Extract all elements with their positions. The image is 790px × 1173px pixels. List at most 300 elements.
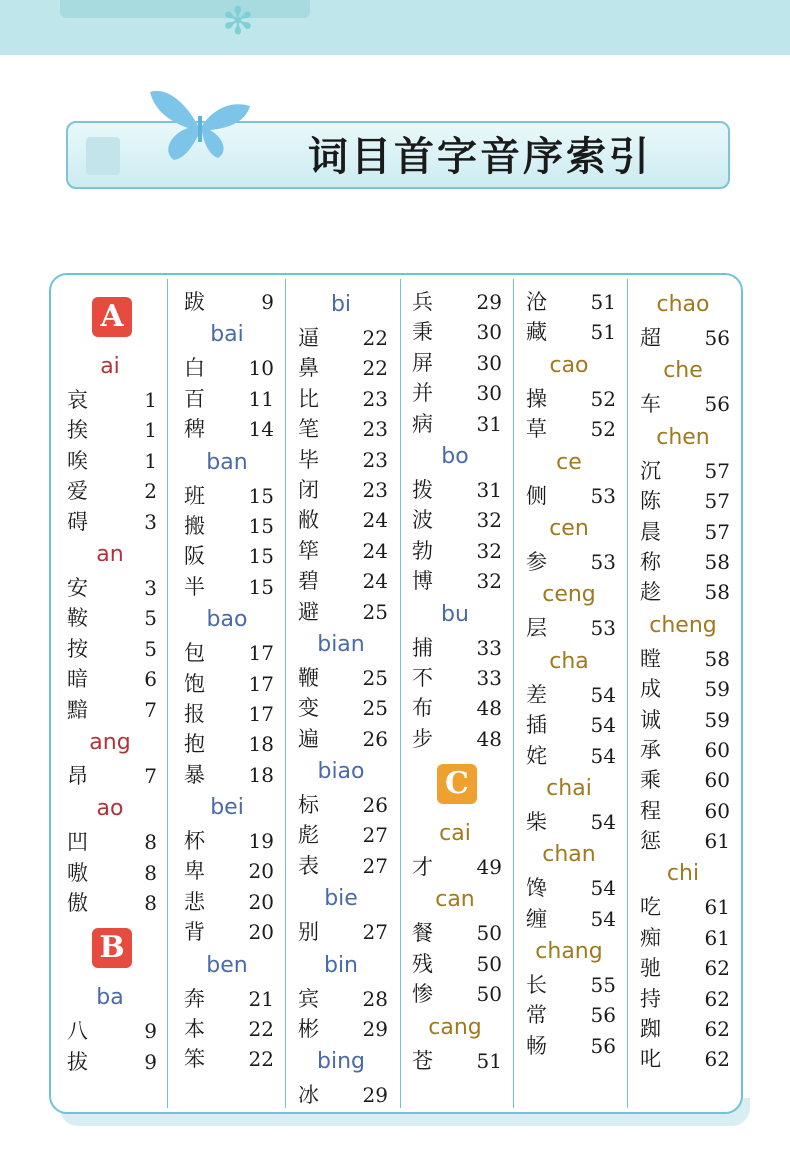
index-entry[interactable]: [398, 317, 512, 347]
entry-character: 程: [640, 798, 661, 823]
index-entry[interactable]: [170, 669, 284, 699]
index-entry[interactable]: [284, 1080, 398, 1110]
entry-character: 鼻: [298, 356, 319, 381]
index-entry[interactable]: [53, 507, 167, 537]
entry-page-number: 9: [261, 290, 274, 314]
entry-page-number: 25: [362, 696, 388, 721]
entry-page-number: 49: [476, 855, 502, 880]
index-entry[interactable]: [626, 953, 740, 983]
index-entry[interactable]: [512, 481, 626, 511]
index-entry[interactable]: [398, 566, 512, 596]
index-entry[interactable]: [284, 566, 398, 596]
pinyin-heading: cai: [439, 821, 471, 847]
index-entry[interactable]: [626, 547, 740, 577]
entry-page-number: 62: [704, 1017, 730, 1042]
entry-character: 才: [412, 855, 433, 880]
pinyin-heading: chai: [546, 775, 592, 801]
entry-page-number: 5: [144, 636, 157, 661]
index-entry[interactable]: [398, 1046, 512, 1076]
entry-character: 表: [298, 853, 319, 878]
entry-character: 并: [412, 381, 433, 406]
entry-character: 常: [526, 1003, 547, 1028]
entry-page-number: 27: [362, 853, 388, 878]
entry-character: 草: [526, 417, 547, 442]
entry-page-number: 52: [590, 386, 616, 411]
entry-character: 馋: [526, 876, 547, 901]
column-divider: [167, 279, 168, 1108]
index-entry[interactable]: [626, 389, 740, 419]
index-entry[interactable]: [626, 826, 740, 856]
index-entry[interactable]: [284, 414, 398, 444]
entry-character: 暴: [184, 762, 205, 787]
index-entry[interactable]: [53, 664, 167, 694]
index-entry[interactable]: [512, 547, 626, 577]
entry-character: 差: [526, 682, 547, 707]
index-entry[interactable]: [53, 573, 167, 603]
entry-page-number: 26: [362, 793, 388, 818]
entry-page-number: 9: [144, 1019, 157, 1044]
entry-page-number: 7: [144, 763, 157, 788]
entry-character: 饱: [184, 671, 205, 696]
index-entry[interactable]: [170, 729, 284, 759]
entry-page-number: 54: [590, 906, 616, 931]
entry-character: 避: [298, 599, 319, 624]
entry-page-number: 59: [704, 707, 730, 732]
entry-page-number: 21: [248, 986, 274, 1011]
index-entry[interactable]: [284, 984, 398, 1014]
index-entry[interactable]: [512, 970, 626, 1000]
index-entry[interactable]: [626, 456, 740, 486]
entry-page-number: 32: [476, 538, 502, 563]
index-column: [626, 287, 740, 1075]
index-entry[interactable]: [53, 634, 167, 664]
pinyin-heading: cha: [549, 648, 589, 674]
entry-character: 挨: [67, 418, 88, 443]
index-entry[interactable]: [626, 1044, 740, 1074]
index-entry[interactable]: [170, 511, 284, 541]
entry-page-number: 60: [704, 798, 730, 823]
index-entry[interactable]: [398, 348, 512, 378]
entry-page-number: 61: [704, 829, 730, 854]
index-entry[interactable]: [53, 1016, 167, 1046]
entry-character: 叱: [640, 1047, 661, 1072]
index-entry[interactable]: [284, 597, 398, 627]
index-entry[interactable]: [284, 505, 398, 535]
entry-page-number: 27: [362, 920, 388, 945]
index-entry[interactable]: [512, 317, 626, 347]
entry-character: 沧: [526, 290, 547, 314]
section-letter-badge: B: [92, 928, 132, 968]
index-entry[interactable]: [626, 984, 740, 1014]
entry-character: 百: [184, 386, 205, 411]
entry-character: 毕: [298, 447, 319, 472]
entry-page-number: 20: [248, 889, 274, 914]
entry-page-number: 24: [362, 569, 388, 594]
entry-page-number: 23: [362, 417, 388, 442]
index-entry[interactable]: [626, 486, 740, 516]
entry-page-number: 60: [704, 768, 730, 793]
index-entry[interactable]: [284, 724, 398, 754]
entry-page-number: 58: [704, 580, 730, 605]
entry-page-number: 51: [590, 320, 616, 345]
entry-page-number: 22: [362, 356, 388, 381]
entry-character: 不: [412, 665, 433, 690]
entry-page-number: 31: [476, 477, 502, 502]
entry-character: 白: [184, 356, 205, 381]
index-entry[interactable]: [398, 979, 512, 1009]
entry-character: 痴: [640, 925, 661, 950]
pinyin-heading: bao: [206, 607, 248, 633]
index-entry[interactable]: [626, 765, 740, 795]
page-title: 词目首字音序索引: [308, 134, 652, 180]
entry-page-number: 15: [248, 544, 274, 569]
entry-page-number: 51: [590, 290, 616, 314]
entry-page-number: 8: [144, 891, 157, 916]
entry-character: 变: [298, 696, 319, 721]
index-entry[interactable]: [512, 1031, 626, 1061]
entry-page-number: 55: [590, 973, 616, 998]
entry-character: 逼: [298, 326, 319, 350]
entry-page-number: 1: [144, 448, 157, 473]
entry-character: 藏: [526, 320, 547, 345]
entry-character: 瞠: [640, 646, 661, 671]
index-entry[interactable]: [398, 633, 512, 663]
index-entry[interactable]: [284, 820, 398, 850]
entry-page-number: 17: [248, 641, 274, 666]
pinyin-heading: ai: [100, 354, 120, 379]
entry-page-number: 56: [704, 326, 730, 350]
pinyin-heading: ceng: [542, 582, 596, 608]
entry-page-number: 17: [248, 701, 274, 726]
index-entry[interactable]: [512, 613, 626, 643]
entry-character: 比: [298, 386, 319, 411]
entry-character: 残: [412, 951, 433, 976]
index-entry[interactable]: [626, 644, 740, 674]
index-entry[interactable]: [626, 796, 740, 826]
entry-character: 卑: [184, 859, 205, 884]
index-entry[interactable]: [284, 693, 398, 723]
entry-page-number: 20: [248, 920, 274, 945]
entry-character: 称: [640, 549, 661, 574]
pinyin-heading: ao: [96, 796, 124, 822]
entry-page-number: 51: [476, 1048, 502, 1073]
index-entry[interactable]: [626, 705, 740, 735]
pinyin-heading: bu: [441, 601, 469, 627]
entry-page-number: 23: [362, 386, 388, 411]
index-entry[interactable]: [170, 760, 284, 790]
entry-page-number: 62: [704, 986, 730, 1011]
index-entry[interactable]: [512, 741, 626, 771]
index-entry[interactable]: [512, 287, 626, 317]
entry-page-number: 15: [248, 483, 274, 508]
index-entry[interactable]: [626, 1014, 740, 1044]
entry-page-number: 9: [144, 1049, 157, 1074]
index-entry[interactable]: [170, 287, 284, 317]
entry-page-number: 14: [248, 417, 274, 442]
index-entry[interactable]: [284, 917, 398, 947]
entry-page-number: 17: [248, 671, 274, 696]
entry-page-number: 30: [476, 381, 502, 406]
index-entry[interactable]: [398, 724, 512, 754]
index-entry[interactable]: [170, 856, 284, 886]
entry-character: 操: [526, 386, 547, 411]
index-entry[interactable]: [398, 663, 512, 693]
index-entry[interactable]: [398, 409, 512, 439]
pinyin-heading: an: [96, 541, 124, 567]
entry-page-number: 32: [476, 508, 502, 533]
entry-character: 惨: [412, 982, 433, 1007]
index-entry[interactable]: [53, 695, 167, 725]
snowflake-icon: ✻: [222, 0, 254, 43]
entry-character: 博: [412, 569, 433, 594]
index-entry[interactable]: [284, 851, 398, 881]
index-entry[interactable]: [284, 384, 398, 414]
entry-character: 参: [526, 549, 547, 574]
index-entry[interactable]: [512, 384, 626, 414]
entry-character: 唉: [67, 448, 88, 473]
entry-character: 稗: [184, 417, 205, 442]
entry-page-number: 32: [476, 569, 502, 594]
entry-character: 本: [184, 1017, 205, 1042]
index-entry[interactable]: [512, 1000, 626, 1030]
entry-character: 傲: [67, 891, 88, 916]
entry-page-number: 1: [144, 388, 157, 412]
entry-character: 敝: [298, 508, 319, 533]
index-entry[interactable]: [53, 446, 167, 476]
index-entry[interactable]: [170, 541, 284, 571]
pinyin-heading: can: [435, 887, 475, 913]
entry-page-number: 48: [476, 726, 502, 751]
index-entry[interactable]: [284, 790, 398, 820]
entry-page-number: 56: [590, 1003, 616, 1028]
index-entry[interactable]: [284, 536, 398, 566]
entry-page-number: 56: [590, 1033, 616, 1058]
entry-page-number: 23: [362, 477, 388, 502]
index-entry[interactable]: [53, 415, 167, 445]
entry-page-number: 23: [362, 447, 388, 472]
index-entry[interactable]: [398, 852, 512, 882]
entry-page-number: 2: [144, 479, 157, 504]
pinyin-heading: ben: [206, 952, 248, 978]
entry-character: 凹: [67, 830, 88, 855]
pinyin-heading: bing: [317, 1049, 365, 1075]
pinyin-heading: chen: [656, 424, 710, 450]
index-entry[interactable]: [398, 475, 512, 505]
pinyin-heading: biao: [317, 759, 365, 785]
section-letter-wrap: [53, 287, 167, 349]
entry-character: 别: [298, 920, 319, 945]
entry-page-number: 22: [362, 326, 388, 350]
entry-page-number: 33: [476, 665, 502, 690]
entry-character: 拨: [412, 477, 433, 502]
entry-page-number: 62: [704, 1047, 730, 1072]
entry-page-number: 15: [248, 574, 274, 599]
pinyin-heading: bin: [323, 952, 359, 978]
index-entry[interactable]: [284, 1014, 398, 1044]
index-column: [512, 287, 626, 1061]
entry-page-number: 30: [476, 350, 502, 375]
index-entry[interactable]: [398, 949, 512, 979]
index-entry[interactable]: [626, 517, 740, 547]
entry-page-number: 29: [476, 290, 502, 314]
entry-page-number: 53: [590, 616, 616, 641]
entry-page-number: 48: [476, 696, 502, 721]
index-entry[interactable]: [170, 384, 284, 414]
entry-page-number: 57: [704, 519, 730, 544]
entry-page-number: 50: [476, 951, 502, 976]
entry-character: 宾: [298, 986, 319, 1011]
entry-character: 屏: [412, 350, 433, 375]
index-entry[interactable]: [398, 536, 512, 566]
header-strip: [60, 0, 310, 18]
entry-character: 侧: [526, 483, 547, 508]
index-entry[interactable]: [626, 735, 740, 765]
entry-character: 碍: [67, 509, 88, 534]
entry-character: 搬: [184, 513, 205, 538]
index-entry[interactable]: [170, 414, 284, 444]
entry-character: 布: [412, 696, 433, 721]
entry-character: 悲: [184, 889, 205, 914]
index-entry[interactable]: [53, 385, 167, 415]
entry-character: 班: [184, 483, 205, 508]
index-entry[interactable]: [170, 826, 284, 856]
entry-character: 按: [67, 636, 88, 661]
entry-page-number: 61: [704, 895, 730, 920]
index-entry[interactable]: [626, 892, 740, 922]
index-entry[interactable]: [398, 693, 512, 723]
index-entry[interactable]: [170, 1014, 284, 1044]
index-entry[interactable]: [170, 917, 284, 947]
index-entry[interactable]: [284, 475, 398, 505]
entry-character: 跋: [184, 290, 205, 314]
entry-character: 柴: [526, 809, 547, 834]
index-entry[interactable]: [284, 663, 398, 693]
index-entry[interactable]: [53, 888, 167, 918]
entry-character: 杯: [184, 829, 205, 854]
index-entry[interactable]: [53, 476, 167, 506]
index-entry[interactable]: [284, 353, 398, 383]
entry-page-number: 53: [590, 549, 616, 574]
index-entry[interactable]: [512, 904, 626, 934]
entry-character: 畅: [526, 1033, 547, 1058]
index-column: [53, 287, 167, 1077]
entry-page-number: 7: [144, 697, 157, 722]
entry-character: 笔: [298, 417, 319, 442]
entry-character: 安: [67, 575, 88, 600]
pinyin-heading: chan: [542, 842, 596, 868]
entry-page-number: 25: [362, 599, 388, 624]
index-entry[interactable]: [170, 887, 284, 917]
index-entry[interactable]: [626, 923, 740, 953]
entry-page-number: 50: [476, 982, 502, 1007]
pinyin-heading: cao: [549, 352, 589, 378]
entry-character: 乘: [640, 768, 661, 793]
entry-page-number: 52: [590, 417, 616, 442]
index-entry[interactable]: [170, 638, 284, 668]
entry-page-number: 60: [704, 737, 730, 762]
index-column: [284, 287, 398, 1111]
entry-character: 奔: [184, 986, 205, 1011]
section-letter-wrap: [53, 918, 167, 980]
index-entry[interactable]: [53, 858, 167, 888]
entry-character: 冰: [298, 1083, 319, 1108]
entry-character: 彪: [298, 823, 319, 848]
entry-character: 层: [526, 616, 547, 641]
index-entry[interactable]: [170, 353, 284, 383]
index-entry[interactable]: [626, 674, 740, 704]
index-entry[interactable]: [170, 1044, 284, 1074]
index-entry[interactable]: [53, 827, 167, 857]
entry-character: 苍: [412, 1048, 433, 1073]
entry-character: 步: [412, 726, 433, 751]
entry-page-number: 11: [248, 386, 274, 411]
entry-page-number: 25: [362, 665, 388, 690]
index-entry[interactable]: [170, 984, 284, 1014]
entry-character: 拔: [67, 1049, 88, 1074]
index-entry[interactable]: [512, 710, 626, 740]
index-entry[interactable]: [512, 680, 626, 710]
pinyin-heading: chi: [666, 861, 700, 887]
entry-page-number: 24: [362, 538, 388, 563]
entry-character: 闭: [298, 477, 319, 502]
index-entry[interactable]: [53, 761, 167, 791]
index-entry[interactable]: [398, 378, 512, 408]
entry-page-number: 33: [476, 635, 502, 660]
pinyin-heading: bian: [317, 631, 365, 657]
entry-character: 半: [184, 574, 205, 599]
entry-page-number: 26: [362, 726, 388, 751]
index-entry[interactable]: [512, 414, 626, 444]
entry-page-number: 5: [144, 606, 157, 631]
entry-character: 暗: [67, 667, 88, 692]
index-entry[interactable]: [170, 572, 284, 602]
entry-character: 兵: [412, 290, 433, 314]
index-entry[interactable]: [512, 807, 626, 837]
index-entry[interactable]: [626, 323, 740, 353]
index-entry[interactable]: [170, 699, 284, 729]
pinyin-heading: ce: [556, 449, 582, 475]
entry-character: 陈: [640, 489, 661, 514]
entry-character: 哀: [67, 388, 88, 412]
index-entry[interactable]: [512, 873, 626, 903]
index-entry[interactable]: [284, 323, 398, 353]
entry-character: 筚: [298, 538, 319, 563]
index-entry[interactable]: [398, 505, 512, 535]
entry-character: 晨: [640, 519, 661, 544]
entry-page-number: 54: [590, 876, 616, 901]
entry-page-number: 18: [248, 732, 274, 757]
pinyin-heading: cang: [428, 1014, 482, 1040]
index-entry[interactable]: [626, 577, 740, 607]
entry-character: 吃: [640, 895, 661, 920]
index-entry[interactable]: [398, 287, 512, 317]
pinyin-heading: cheng: [649, 612, 717, 638]
entry-page-number: 62: [704, 956, 730, 981]
entry-page-number: 54: [590, 713, 616, 738]
entry-page-number: 53: [590, 483, 616, 508]
entry-character: 报: [184, 701, 205, 726]
entry-page-number: 57: [704, 489, 730, 514]
entry-character: 笨: [184, 1047, 205, 1072]
index-entry[interactable]: [53, 1047, 167, 1077]
entry-character: 昂: [67, 763, 88, 788]
index-entry[interactable]: [284, 445, 398, 475]
entry-character: 阪: [184, 544, 205, 569]
index-entry[interactable]: [53, 603, 167, 633]
index-entry[interactable]: [170, 481, 284, 511]
index-entry[interactable]: [398, 918, 512, 948]
entry-character: 趁: [640, 580, 661, 605]
